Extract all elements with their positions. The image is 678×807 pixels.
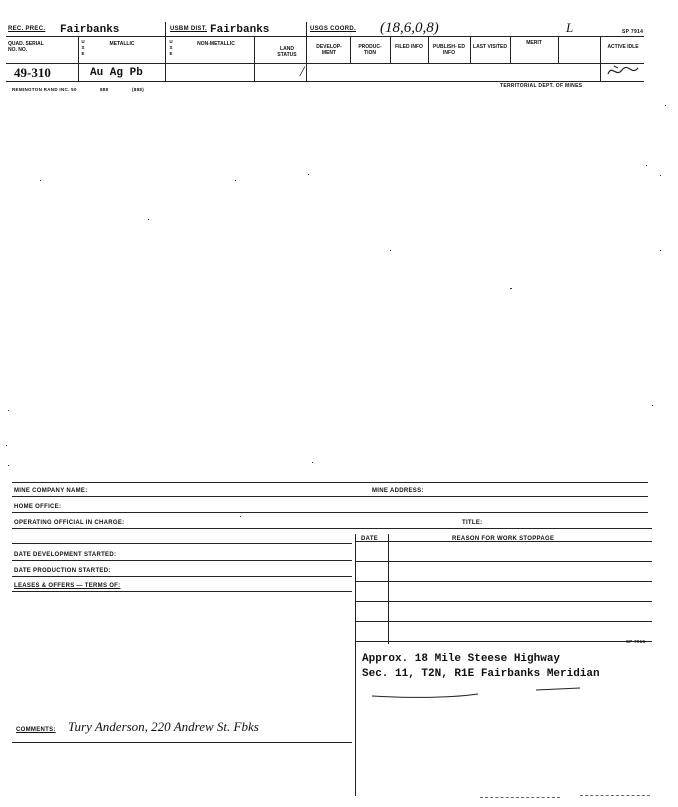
use-marker-nonmetallic: U S E xyxy=(169,39,173,56)
rec-prec-value: Fairbanks xyxy=(60,24,120,36)
divider xyxy=(388,534,389,644)
rule xyxy=(12,560,352,561)
operating-official-label: OPERATING OFFICIAL IN CHARGE: xyxy=(14,520,125,526)
usbm-dist-label: USBM DIST. xyxy=(170,26,208,32)
comments-rule xyxy=(12,742,352,743)
last-visited-header: LAST VISITED xyxy=(473,44,507,50)
speck xyxy=(652,405,653,406)
usgs-coord-value: (18,6,0,8) xyxy=(380,20,439,36)
printer-imprint: REMINGTON RAND INC. 50 xyxy=(12,87,77,92)
faint-mark xyxy=(580,795,650,796)
divider xyxy=(428,37,429,64)
home-office-label: HOME OFFICE: xyxy=(14,504,62,510)
column-header-rule xyxy=(6,63,644,64)
location-line-2: Sec. 11, T2N, R1E Fairbanks Meridian xyxy=(362,668,600,680)
usgs-coord-label: USGS COORD. xyxy=(310,26,356,32)
divider xyxy=(78,37,79,81)
speck xyxy=(665,105,666,106)
rule xyxy=(355,641,652,642)
divider xyxy=(254,37,255,81)
divider xyxy=(306,22,307,82)
speck xyxy=(6,445,7,446)
header-rule xyxy=(6,36,644,37)
land-status-check: / xyxy=(300,64,305,80)
speck xyxy=(660,175,661,176)
title-label: TITLE: xyxy=(462,520,483,526)
rule xyxy=(12,528,652,529)
land-status-header: LAND STATUS xyxy=(277,46,297,58)
location-underline xyxy=(370,684,600,700)
faint-mark xyxy=(480,797,560,798)
metallic-value: Au Ag Pb xyxy=(90,67,143,79)
rule xyxy=(12,496,648,497)
speck xyxy=(308,174,309,175)
speck xyxy=(646,165,647,166)
development-header: DEVELOP- MENT xyxy=(316,44,342,56)
non-metallic-header: NON-METALLIC xyxy=(197,41,235,47)
divider xyxy=(600,37,601,81)
speck xyxy=(660,250,661,251)
form-number: SP 7914 xyxy=(622,29,644,35)
location-line-1: Approx. 18 Mile Steese Highway xyxy=(362,653,561,665)
speck xyxy=(510,288,512,289)
speck xyxy=(235,180,236,181)
active-idle-header: ACTIVE IDLE xyxy=(607,44,639,50)
active-idle-scribble xyxy=(604,62,642,80)
record-bottom-rule xyxy=(6,81,644,82)
speck xyxy=(148,219,149,220)
divider xyxy=(558,37,559,64)
divider xyxy=(510,37,511,64)
rule xyxy=(12,591,352,592)
mine-company-name-label: MINE COMPANY NAME: xyxy=(14,488,88,494)
divider xyxy=(355,534,356,796)
divider xyxy=(165,22,166,82)
rec-prec-label: REC. PREC. xyxy=(8,26,46,32)
comments-label: COMMENTS: xyxy=(16,727,56,733)
handwritten-mark: L xyxy=(566,20,574,35)
leases-offers-label: LEASES & OFFERS — TERMS OF: xyxy=(14,583,121,589)
metallic-header: METALLIC xyxy=(109,41,135,47)
rule xyxy=(355,581,652,582)
date-production-started-label: DATE PRODUCTION STARTED: xyxy=(14,568,111,574)
use-marker-metallic: U S E xyxy=(81,39,85,56)
speck xyxy=(240,516,241,517)
production-header: PRODUC- TION xyxy=(358,44,382,56)
rule xyxy=(355,601,652,602)
reason-for-work-stoppage-label: REASON FOR WORK STOPPAGE xyxy=(452,536,555,542)
usbm-dist-value: Fairbanks xyxy=(210,24,270,36)
rule xyxy=(355,621,652,622)
quad-serial-header xyxy=(8,41,74,53)
speck xyxy=(312,462,313,463)
rule xyxy=(12,482,648,483)
rule xyxy=(12,543,352,544)
rule xyxy=(12,512,648,513)
rule xyxy=(355,561,652,562)
divider xyxy=(390,37,391,64)
divider xyxy=(350,37,351,64)
no-no-label: NO. NO. xyxy=(8,47,28,53)
speck xyxy=(390,250,391,251)
speck xyxy=(40,180,41,181)
published-info-header: PUBLISH- ED INFO xyxy=(433,44,465,56)
date-column-label: DATE xyxy=(361,536,379,542)
speck xyxy=(8,465,9,466)
comments-value: Tury Anderson, 220 Andrew St. Fbks xyxy=(68,719,259,734)
department-imprint: TERRITORIAL DEPT. OF MINES xyxy=(500,83,583,89)
quad-serial-label: QUAD. SERIAL xyxy=(8,41,44,47)
date-development-started-label: DATE DEVELOPMENT STARTED: xyxy=(14,552,117,558)
printer-code-2: (888) xyxy=(132,87,145,92)
form-number-2: SP 7915 xyxy=(626,639,646,644)
printer-code: 888 xyxy=(100,87,109,92)
filed-info-header: FILED INFO xyxy=(395,44,423,50)
rule xyxy=(12,576,352,577)
mine-address-label: MINE ADDRESS: xyxy=(372,488,424,494)
divider xyxy=(470,37,471,64)
quad-serial-value: 49-310 xyxy=(14,65,51,80)
merit-header: MERIT xyxy=(526,40,542,46)
speck xyxy=(8,410,9,411)
